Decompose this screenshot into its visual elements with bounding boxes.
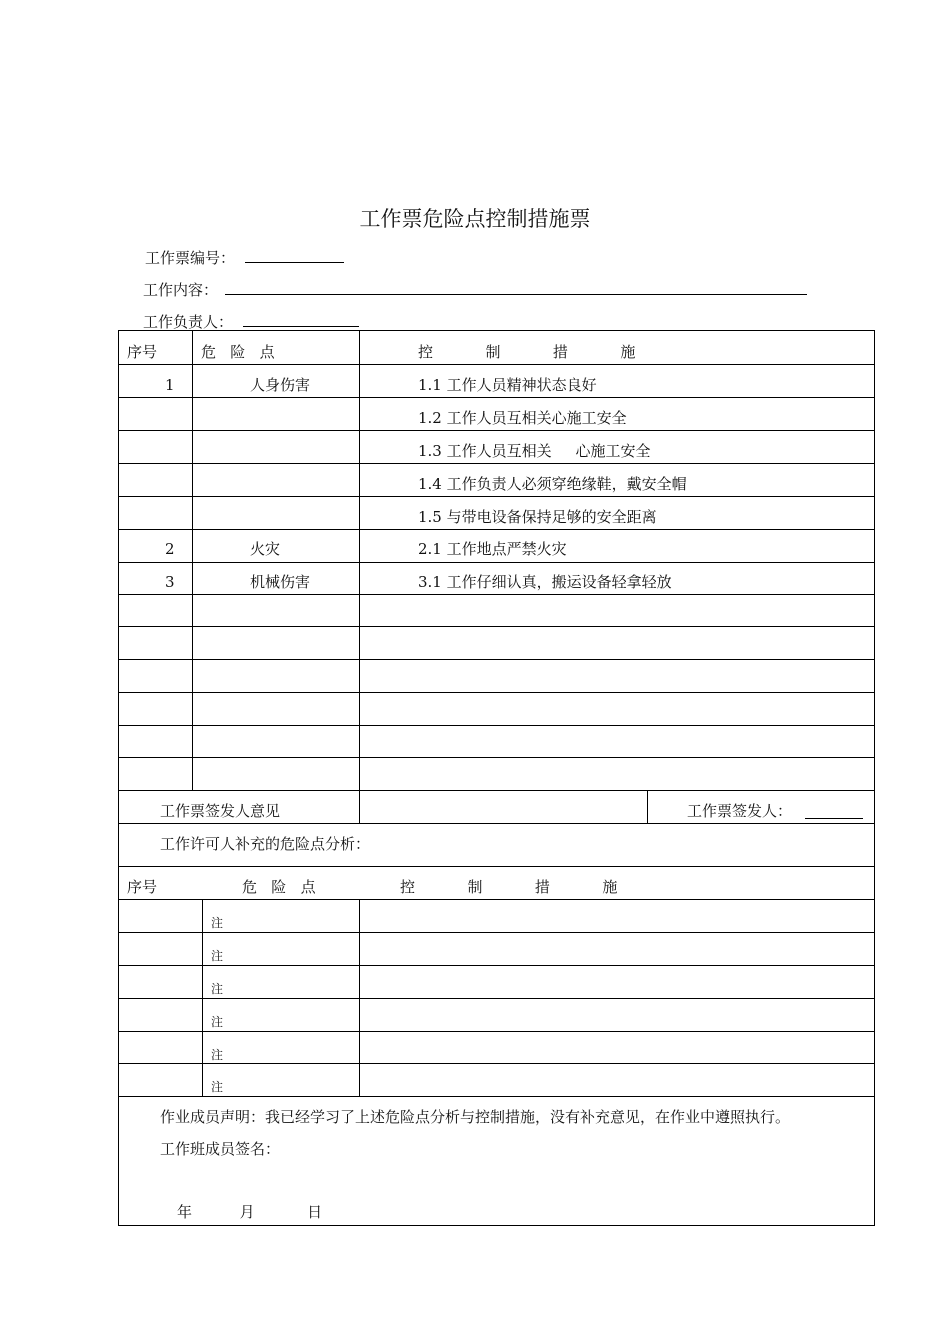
- row-divider: [118, 899, 874, 900]
- row-divider: [118, 757, 874, 758]
- issuer-label: 工作票签发人：: [687, 802, 793, 820]
- column-divider: [359, 330, 360, 823]
- document-title: 工作票危险点控制措施票: [359, 207, 591, 231]
- column-divider: [192, 330, 193, 790]
- row-measure: 1.4 工作负责人必须穿绝缘鞋，戴安全帽: [418, 475, 687, 493]
- row-seq: 2: [165, 540, 175, 558]
- ticket-number-label: 工作票编号：: [145, 249, 236, 267]
- header-control-measures: 控 制 措 施: [418, 343, 636, 361]
- column-divider: [647, 790, 648, 823]
- row-divider: [118, 1031, 874, 1032]
- member-declaration: 作业成员声明：我已经学习了上述危险点分析与控制措施，没有补充意见，在作业中遵照执行。: [160, 1108, 791, 1126]
- hazard-control-table: [118, 330, 875, 1226]
- member-signature-label: 工作班成员签名：: [160, 1140, 281, 1158]
- row-measure: 1.5 与带电设备保持足够的安全距离: [418, 508, 657, 526]
- row-measure: 1.2 工作人员互相关心施工安全: [418, 409, 627, 427]
- column-divider: [202, 899, 203, 1096]
- work-leader-label: 工作负责人：: [143, 313, 234, 331]
- row-divider: [118, 562, 874, 563]
- note-marker: 注: [211, 1080, 224, 1094]
- header-hazard: 危 险 点: [242, 878, 316, 896]
- row-divider: [118, 1096, 874, 1097]
- row-divider: [118, 1063, 874, 1064]
- row-divider: [118, 397, 874, 398]
- row-divider: [118, 725, 874, 726]
- row-divider: [118, 965, 874, 966]
- row-divider: [118, 692, 874, 693]
- row-divider: [118, 790, 874, 791]
- row-divider: [118, 463, 874, 464]
- row-divider: [118, 529, 874, 530]
- issuer-signature-field[interactable]: [805, 818, 863, 819]
- work-content-label: 工作内容：: [143, 281, 219, 299]
- row-measure: 3.1 工作仔细认真，搬运设备轻拿轻放: [418, 573, 672, 591]
- header-seq: 序号: [127, 343, 158, 361]
- header-hazard: 危 险 点: [201, 343, 275, 361]
- issuer-opinion-label: 工作票签发人意见: [160, 802, 281, 820]
- work-leader-field[interactable]: [243, 326, 359, 327]
- row-hazard: 机械伤害: [250, 573, 311, 591]
- row-divider: [118, 823, 874, 824]
- row-hazard: 人身伤害: [250, 376, 311, 394]
- work-content-field[interactable]: [225, 294, 807, 295]
- row-divider: [118, 998, 874, 999]
- note-marker: 注: [211, 1048, 224, 1062]
- row-measure: 1.1 工作人员精神状态良好: [418, 376, 597, 394]
- row-divider: [118, 430, 874, 431]
- row-divider: [118, 594, 874, 595]
- row-divider: [118, 364, 874, 365]
- row-divider: [118, 626, 874, 627]
- date-label: 年 月 日: [177, 1203, 323, 1221]
- row-divider: [118, 659, 874, 660]
- ticket-number-field[interactable]: [245, 262, 344, 263]
- row-divider: [118, 932, 874, 933]
- permit-supplement-label: 工作许可人补充的危险点分析：: [160, 835, 371, 853]
- row-measure: 1.3 工作人员互相关 心施工安全: [418, 442, 651, 460]
- note-marker: 注: [211, 982, 224, 996]
- row-measure: 2.1 工作地点严禁火灾: [418, 540, 567, 558]
- row-divider: [118, 496, 874, 497]
- header-control-measures: 控 制 措 施: [400, 878, 618, 896]
- column-divider: [359, 899, 360, 1096]
- row-seq: 1: [165, 376, 175, 394]
- note-marker: 注: [211, 1015, 224, 1029]
- note-marker: 注: [211, 949, 224, 963]
- header-seq: 序号: [127, 878, 158, 896]
- row-seq: 3: [165, 573, 175, 591]
- row-divider: [118, 866, 874, 867]
- row-hazard: 火灾: [250, 540, 281, 558]
- note-marker: 注: [211, 916, 224, 930]
